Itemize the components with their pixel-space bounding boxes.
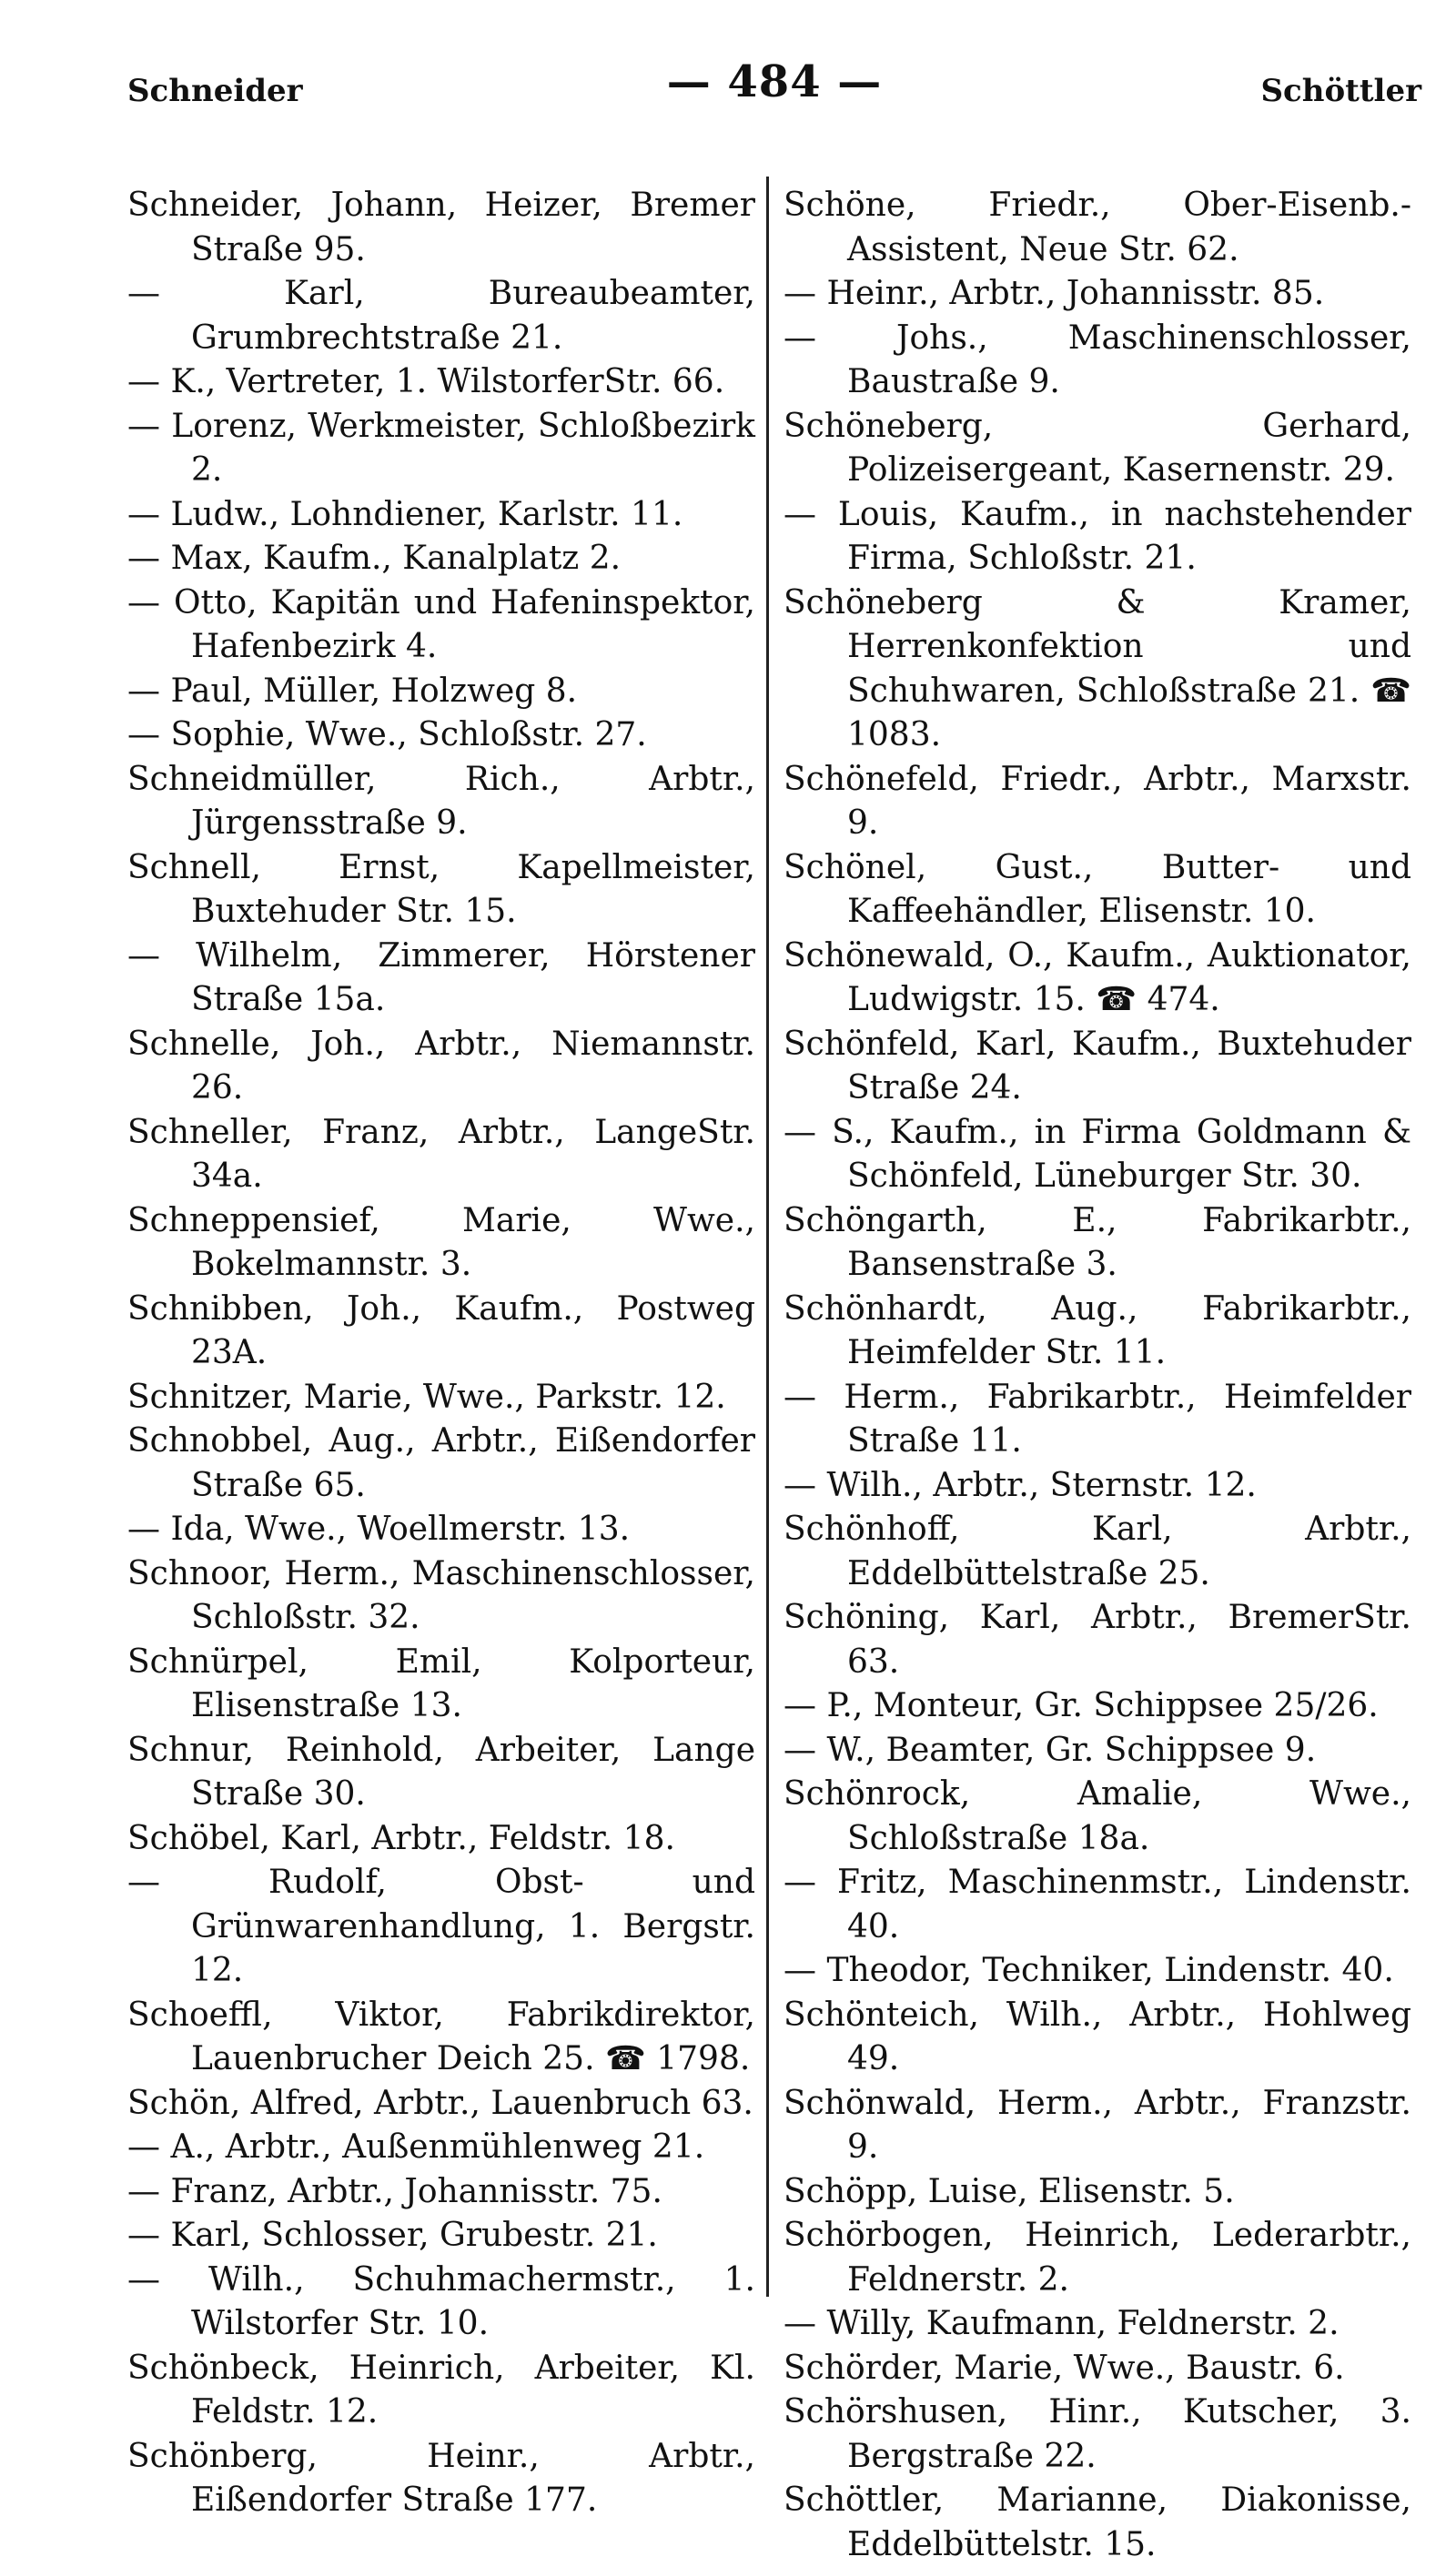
directory-entry: Schneidmüller, Rich., Arbtr., Jürgensstraße 9. [127,760,755,842]
directory-entry: — Herm., Fabrikarbtr., Heimfelder Straße 11. [784,1378,1411,1460]
directory-entry: Schöbel, Karl, Arbtr., Feldstr. 18. [127,1819,675,1857]
directory-entry: Schönrock, Amalie, Wwe., Schloßstraße 18a. [784,1775,1411,1857]
directory-entry: — Johs., Maschinenschlosser, Baustraße 9. [784,318,1411,400]
directory-entry: Schönel, Gust., Butter- und Kaffeehändler, Elisenstr. 10. [784,848,1411,930]
directory-entry: Schöngarth, E., Fabrikarbtr., Bansenstraße 3. [784,1201,1411,1283]
directory-entry: Schörder, Marie, Wwe., Baustr. 6. [784,2349,1345,2387]
directory-entry: Schönefeld, Friedr., Arbtr., Marxstr. 9. [784,760,1411,842]
header-right-keyword: Schöttler [1260,73,1421,109]
directory-entry: Schnell, Ernst, Kapellmeister, Buxtehuder Str. 15. [127,848,755,930]
directory-entry: Schnelle, Joh., Arbtr., Niemannstr. 26. [127,1025,755,1107]
page-number: — 484 — [666,56,883,107]
directory-entry: Schnoor, Herm., Maschinenschlosser, Schloßstr. 32. [127,1554,755,1636]
directory-entry: — Karl, Schlosser, Grubestr. 21. [127,2217,658,2254]
left-column [127,184,766,2567]
directory-entry: Schönfeld, Karl, Kaufm., Buxtehuder Straße 24. [784,1025,1411,1107]
directory-entry: Schneppensief, Marie, Wwe., Bokelmannstr. 3. [127,1201,755,1283]
directory-entry: Schönberg, Heinr., Arbtr., Eißendorfer Straße 177. [127,2437,755,2519]
directory-entry: Schönteich, Wilh., Arbtr., Hohlweg 49. [784,1996,1411,2077]
directory-entry: Schönwald, Herm., Arbtr., Franzstr. 9. [784,2084,1411,2166]
directory-entry: Schöneberg & Kramer, Herrenkonfektion und Schuhwaren, Schloßstraße 21. ☎ 1083. [784,583,1411,753]
directory-entry: — Heinr., Arbtr., Johannisstr. 85. [784,275,1325,312]
directory-entry: Schönbeck, Heinrich, Arbeiter, Kl. Feldstr. 12. [127,2349,755,2431]
directory-entry: — Wilh., Schuhmachermstr., 1. Wilstorfer Str. 10. [127,2260,755,2342]
directory-entry: — Ida, Wwe., Woellmerstr. 13. [127,1511,631,1548]
directory-entry: — Sophie, Wwe., Schloßstr. 27. [127,716,647,753]
directory-entry: — Paul, Müller, Holzweg 8. [127,672,578,710]
directory-entry: Schöpp, Luise, Elisenstr. 5. [784,2172,1235,2210]
directory-entry: — Rudolf, Obst- und Grünwarenhandlung, 1. Bergstr. 12. [127,1864,755,1989]
directory-entry: — Fritz, Maschinenmstr., Lindenstr. 40. [784,1864,1411,1945]
header-left-keyword: Schneider [127,73,303,109]
page-header [127,56,1421,120]
directory-entry: Schneider, Johann, Heizer, Bremer Straße 95. [127,187,755,268]
directory-entry: Schnobbel, Aug., Arbtr., Eißendorfer Straße 65. [127,1422,755,1504]
directory-entry: Schönhoff, Karl, Arbtr., Eddelbüttelstraße 25. [784,1511,1411,1592]
columns [127,184,1421,2567]
directory-entry: — A., Arbtr., Außenmühlenweg 21. [127,2128,705,2166]
directory-entry: — Wilhelm, Zimmerer, Hörstener Straße 15a. [127,936,755,1018]
right-column [769,184,1411,2567]
directory-entry: — Wilh., Arbtr., Sternstr. 12. [784,1466,1257,1504]
directory-entry: — Ludw., Lohndiener, Karlstr. 11. [127,495,683,533]
directory-entry: — P., Monteur, Gr. Schippsee 25/26. [784,1687,1379,1724]
directory-entry: Schönhardt, Aug., Fabrikarbtr., Heimfelder Str. 11. [784,1289,1411,1371]
directory-entry: Schnibben, Joh., Kaufm., Postweg 23A. [127,1289,755,1371]
directory-entry: Schoeffl, Viktor, Fabrikdirektor, Lauenbrucher Deich 25. ☎ 1798. [127,1996,755,2077]
directory-entry: Schönewald, O., Kaufm., Auktionator, Ludwigstr. 15. ☎ 474. [784,936,1411,1018]
directory-entry: — Franz, Arbtr., Johannisstr. 75. [127,2172,662,2210]
directory-entry: — Willy, Kaufmann, Feldnerstr. 2. [784,2305,1340,2342]
directory-entry: Schneller, Franz, Arbtr., LangeStr. 34a. [127,1113,755,1195]
directory-entry: Schöneberg, Gerhard, Polizeisergeant, Kasernenstr. 29. [784,407,1411,489]
directory-entry: — Otto, Kapitän und Hafeninspektor, Hafenbezirk 4. [127,583,755,665]
directory-entry: Schön, Alfred, Arbtr., Lauenbruch 63. [127,2084,753,2122]
directory-entry: Schöning, Karl, Arbtr., BremerStr. 63. [784,1599,1411,1681]
directory-entry: — S., Kaufm., in Firma Goldmann & Schönfeld, Lüneburger Str. 30. [784,1113,1411,1195]
directory-entry: Schnitzer, Marie, Wwe., Parkstr. 12. [127,1378,726,1416]
directory-entry: Schörbogen, Heinrich, Lederarbtr., Feldnerstr. 2. [784,2217,1411,2299]
directory-entry: — K., Vertreter, 1. WilstorferStr. 66. [127,363,725,400]
directory-entry: Schnürpel, Emil, Kolporteur, Elisenstraße 13. [127,1642,755,1724]
directory-entry: Schnur, Reinhold, Arbeiter, Lange Straße 30. [127,1731,755,1813]
directory-entry: — Theodor, Techniker, Lindenstr. 40. [784,1952,1394,1989]
directory-entry: — Louis, Kaufm., in nachstehender Firma, Schloßstr. 21. [784,495,1411,577]
directory-entry: — W., Beamter, Gr. Schippsee 9. [784,1731,1317,1769]
directory-entry: Schöttler, Marianne, Diakonisse, Eddelbüttelstr. 15. [784,2481,1411,2563]
directory-entry: — Max, Kaufm., Kanalplatz 2. [127,540,622,577]
directory-entry: — Karl, Bureaubeamter, Grumbrechtstraße 21. [127,275,755,357]
directory-entry: — Lorenz, Werkmeister, Schloßbezirk 2. [127,407,755,489]
directory-entry: Schörshusen, Hinr., Kutscher, 3. Bergstraße 22. [784,2393,1411,2475]
directory-entry: Schöne, Friedr., Ober-Eisenb.-Assistent, Neue Str. 62. [784,187,1411,268]
